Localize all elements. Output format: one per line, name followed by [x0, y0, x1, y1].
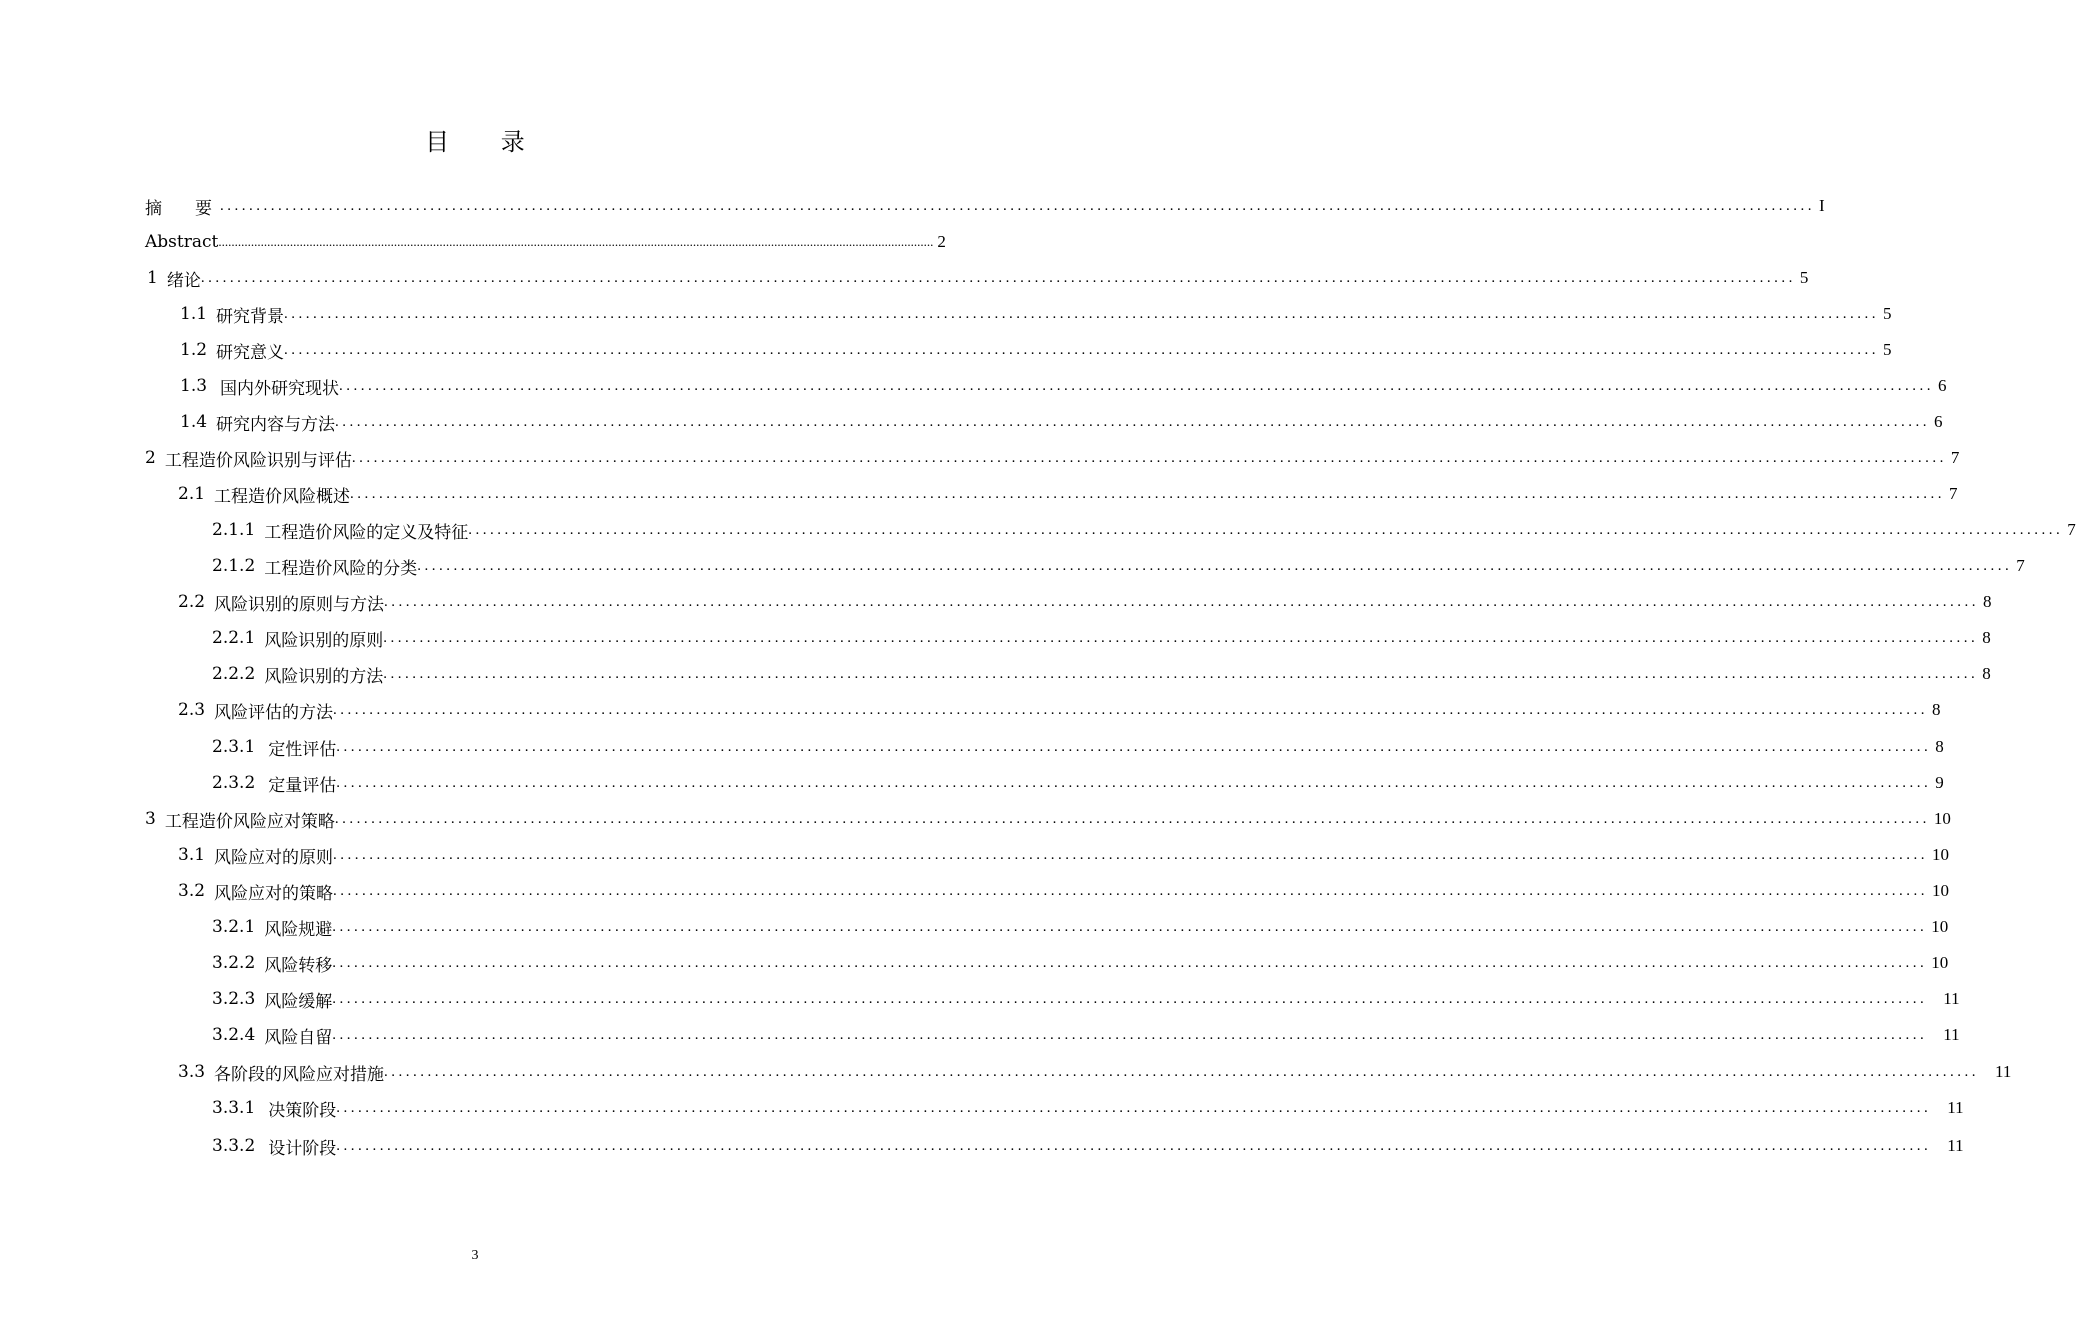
toc-entry-number: 3.2.2: [212, 953, 256, 973]
toc-entry[interactable]: [145, 873, 1950, 909]
toc-entry-number: 3.2.1: [212, 917, 256, 937]
toc-entry[interactable]: [145, 692, 1941, 728]
toc-entry-page: 5: [1883, 340, 1892, 359]
toc-entry[interactable]: [145, 765, 1944, 801]
toc-entry-page: 7: [1949, 484, 1958, 503]
toc-entry-label: 风险识别的方法: [264, 666, 384, 687]
toc-entry[interactable]: [145, 512, 2076, 548]
toc-entry-label: 风险应对的策略: [214, 883, 334, 904]
toc-entry-label: 绪论: [166, 270, 201, 291]
toc-entry-page: 11: [1947, 1136, 1964, 1155]
toc-entry-page: 5: [1799, 268, 1809, 287]
toc-entry-label: 工程造价风险概述: [214, 486, 351, 507]
toc-entry-number: 2.3.2: [212, 773, 256, 793]
toc-entry-label: 工程造价风险的定义及特征: [264, 522, 469, 543]
toc-entry-page: 6: [1938, 376, 1947, 395]
toc-entry-number: 3.3: [178, 1062, 206, 1082]
dot-leader: ............................................................................................................................................................................................................................: [336, 1099, 1932, 1116]
page-number: 3: [471, 1248, 479, 1263]
toc-entry-page: 8: [1982, 628, 1991, 647]
dot-leader: ............................................................................................................................................................................................................................: [334, 810, 1930, 827]
toc-entry-label: 摘 要: [145, 198, 220, 219]
toc-entry[interactable]: [145, 837, 1950, 873]
dot-leader: ............................................................................................................................................................................................................................: [284, 341, 1880, 358]
toc-entry-page: 11: [1995, 1062, 2012, 1081]
toc-entry[interactable]: [145, 801, 1951, 837]
dot-leader: ............................................................................................................................................................................................................................: [384, 1063, 1980, 1080]
dot-leader: ............................................................................................................................................................................................................................: [332, 990, 1928, 1007]
dot-leader: ............................................................................................................................................................................................................................: [333, 846, 1929, 863]
toc-entry-number: 3.3.2: [212, 1136, 256, 1156]
toc-entry-label: 风险规避: [264, 919, 333, 940]
toc-entry[interactable]: [145, 260, 1809, 296]
toc-entry-number: 2.2.2: [212, 664, 256, 684]
toc-entry-page: 10: [1932, 881, 1950, 900]
toc-entry-page: 11: [1943, 989, 1960, 1008]
toc-entry-page: 8: [1983, 592, 1992, 611]
toc-entry-label: 研究意义: [216, 342, 285, 363]
toc-entry[interactable]: [145, 224, 946, 260]
toc-entry-number: 1.1: [180, 304, 208, 324]
dot-leader: ............................................................................................................................................................................................................................: [335, 413, 1931, 430]
toc-entry-label: 风险自留: [264, 1027, 333, 1048]
toc-entry-page: 7: [2067, 520, 2076, 539]
toc-entry[interactable]: [145, 404, 1943, 440]
toc-entry-page: 10: [1931, 953, 1949, 972]
toc-entry-number: 2: [145, 448, 156, 468]
toc-entry-label: 风险评估的方法: [214, 702, 334, 723]
toc-entry-page: 10: [1932, 845, 1950, 864]
toc-entry-number: 2.3: [178, 700, 206, 720]
toc-entry-page: 8: [1932, 700, 1941, 719]
toc-entry-number: 2.1.2: [212, 556, 256, 576]
toc-entry[interactable]: [145, 620, 1991, 656]
toc-entry-page: 5: [1883, 304, 1892, 323]
toc-entry-number: 1: [147, 268, 158, 288]
dot-leader: ............................................................................................................................................................................................................................: [332, 954, 1928, 971]
toc-entry-page: 10: [1931, 917, 1949, 936]
dot-leader: ............................................................................................................................................................................................................................: [333, 882, 1929, 899]
toc-entry[interactable]: [145, 729, 1944, 765]
toc-entry-label: 定量评估: [268, 775, 337, 796]
toc-entry[interactable]: [145, 656, 1991, 692]
dot-leader: ............................................................................................................................................................................................................................: [336, 738, 1932, 755]
toc-entry-number: 1.4: [180, 412, 208, 432]
toc-entry-page: 7: [1950, 448, 1960, 467]
dot-leader: ............................................................................................................................................................................................................................: [384, 593, 1980, 610]
toc-entry[interactable]: [145, 188, 1825, 224]
toc-entry-number: 1.3: [180, 376, 208, 396]
toc-entry-number: 2.2: [178, 592, 206, 612]
toc-entry-page: 11: [1943, 1025, 1960, 1044]
toc-entry-number: 2.3.1: [212, 737, 256, 757]
dot-leader: ............................................................................................................................................................................................................................: [220, 197, 1815, 214]
toc-entry[interactable]: [145, 440, 1960, 476]
toc-entry-number: 3: [145, 809, 156, 829]
dot-leader: ............................................................................................................................................................................................................................: [218, 234, 934, 249]
toc-entry-label: 设计阶段: [268, 1138, 337, 1159]
toc-entry-label: 决策阶段: [268, 1100, 337, 1121]
dot-leader: ............................................................................................................................................................................................................................: [383, 629, 1979, 646]
toc-entry[interactable]: [145, 296, 1892, 332]
toc-entry-number: 3.2.4: [212, 1025, 256, 1045]
dot-leader: ............................................................................................................................................................................................................................: [333, 701, 1929, 718]
toc-entry[interactable]: [145, 1017, 1960, 1053]
toc-entry-page: 8: [1982, 664, 1991, 683]
dot-leader: ............................................................................................................................................................................................................................: [332, 1026, 1928, 1043]
toc-entry-page: 7: [2016, 556, 2025, 575]
toc-entry-number: 2.1.1: [212, 520, 256, 540]
toc-entry-page: 10: [1933, 809, 1951, 828]
toc-entry[interactable]: [145, 476, 1958, 512]
dot-leader: ............................................................................................................................................................................................................................: [351, 449, 1947, 466]
dot-leader: ............................................................................................................................................................................................................................: [350, 485, 1946, 502]
toc-entry[interactable]: [145, 1054, 2012, 1090]
toc-entry-label: 工程造价风险应对策略: [164, 811, 335, 832]
toc-entry-label: Abstract: [145, 232, 219, 252]
toc-entry-label: 工程造价风险的分类: [264, 558, 418, 579]
toc-entry[interactable]: [145, 1090, 1964, 1126]
dot-leader: ............................................................................................................................................................................................................................: [468, 521, 2064, 538]
toc-entry-number: 1.2: [180, 340, 208, 360]
toc-entry-page: 6: [1934, 412, 1943, 431]
toc-entry-number: 3.3.1: [212, 1098, 256, 1118]
toc-entry-number: 3.1: [178, 845, 206, 865]
toc-entry[interactable]: [145, 1128, 1964, 1164]
toc-entry-page: 8: [1935, 737, 1944, 756]
toc-entry[interactable]: [145, 909, 1949, 945]
toc-entry[interactable]: [145, 584, 1992, 620]
toc-entry-page: 9: [1935, 773, 1944, 792]
toc-title: 目 录: [425, 128, 547, 156]
toc-entry-label: 风险应对的原则: [214, 847, 334, 868]
toc-entry-label: 国内外研究现状: [220, 378, 340, 399]
toc-entry-number: 2.1: [178, 484, 206, 504]
toc-entry-number: 3.2: [178, 881, 206, 901]
toc-entry[interactable]: [145, 981, 1960, 1017]
toc-entry-number: 2.2.1: [212, 628, 256, 648]
toc-entry-page: 11: [1947, 1098, 1964, 1117]
toc-entry[interactable]: [145, 945, 1949, 981]
toc-entry-label: 研究背景: [216, 306, 285, 327]
toc-entry-number: 3.2.3: [212, 989, 256, 1009]
dot-leader: ............................................................................................................................................................................................................................: [336, 774, 1932, 791]
dot-leader: ............................................................................................................................................................................................................................: [383, 665, 1979, 682]
toc-entry-page: I: [1819, 196, 1825, 215]
dot-leader: ............................................................................................................................................................................................................................: [417, 557, 2013, 574]
toc-entry[interactable]: [145, 368, 1947, 404]
toc-entry-label: 风险转移: [264, 955, 333, 976]
toc-entry-label: 工程造价风险识别与评估: [164, 450, 352, 471]
dot-leader: ............................................................................................................................................................................................................................: [336, 1137, 1932, 1154]
dot-leader: ............................................................................................................................................................................................................................: [284, 305, 1880, 322]
dot-leader: ............................................................................................................................................................................................................................: [339, 377, 1935, 394]
toc-entry[interactable]: [145, 548, 2025, 584]
toc-entry-label: 定性评估: [268, 739, 337, 760]
toc-entry-label: 风险识别的原则: [264, 630, 384, 651]
dot-leader: ............................................................................................................................................................................................................................: [200, 269, 1796, 286]
toc-entry-page: 2: [937, 232, 946, 251]
toc-entry-label: 风险缓解: [264, 991, 333, 1012]
toc-entry-label: 各阶段的风险应对措施: [214, 1064, 385, 1085]
toc-entry-label: 研究内容与方法: [216, 414, 336, 435]
dot-leader: ............................................................................................................................................................................................................................: [332, 918, 1928, 935]
toc-entry[interactable]: [145, 332, 1892, 368]
toc-entry-label: 风险识别的原则与方法: [214, 594, 385, 615]
